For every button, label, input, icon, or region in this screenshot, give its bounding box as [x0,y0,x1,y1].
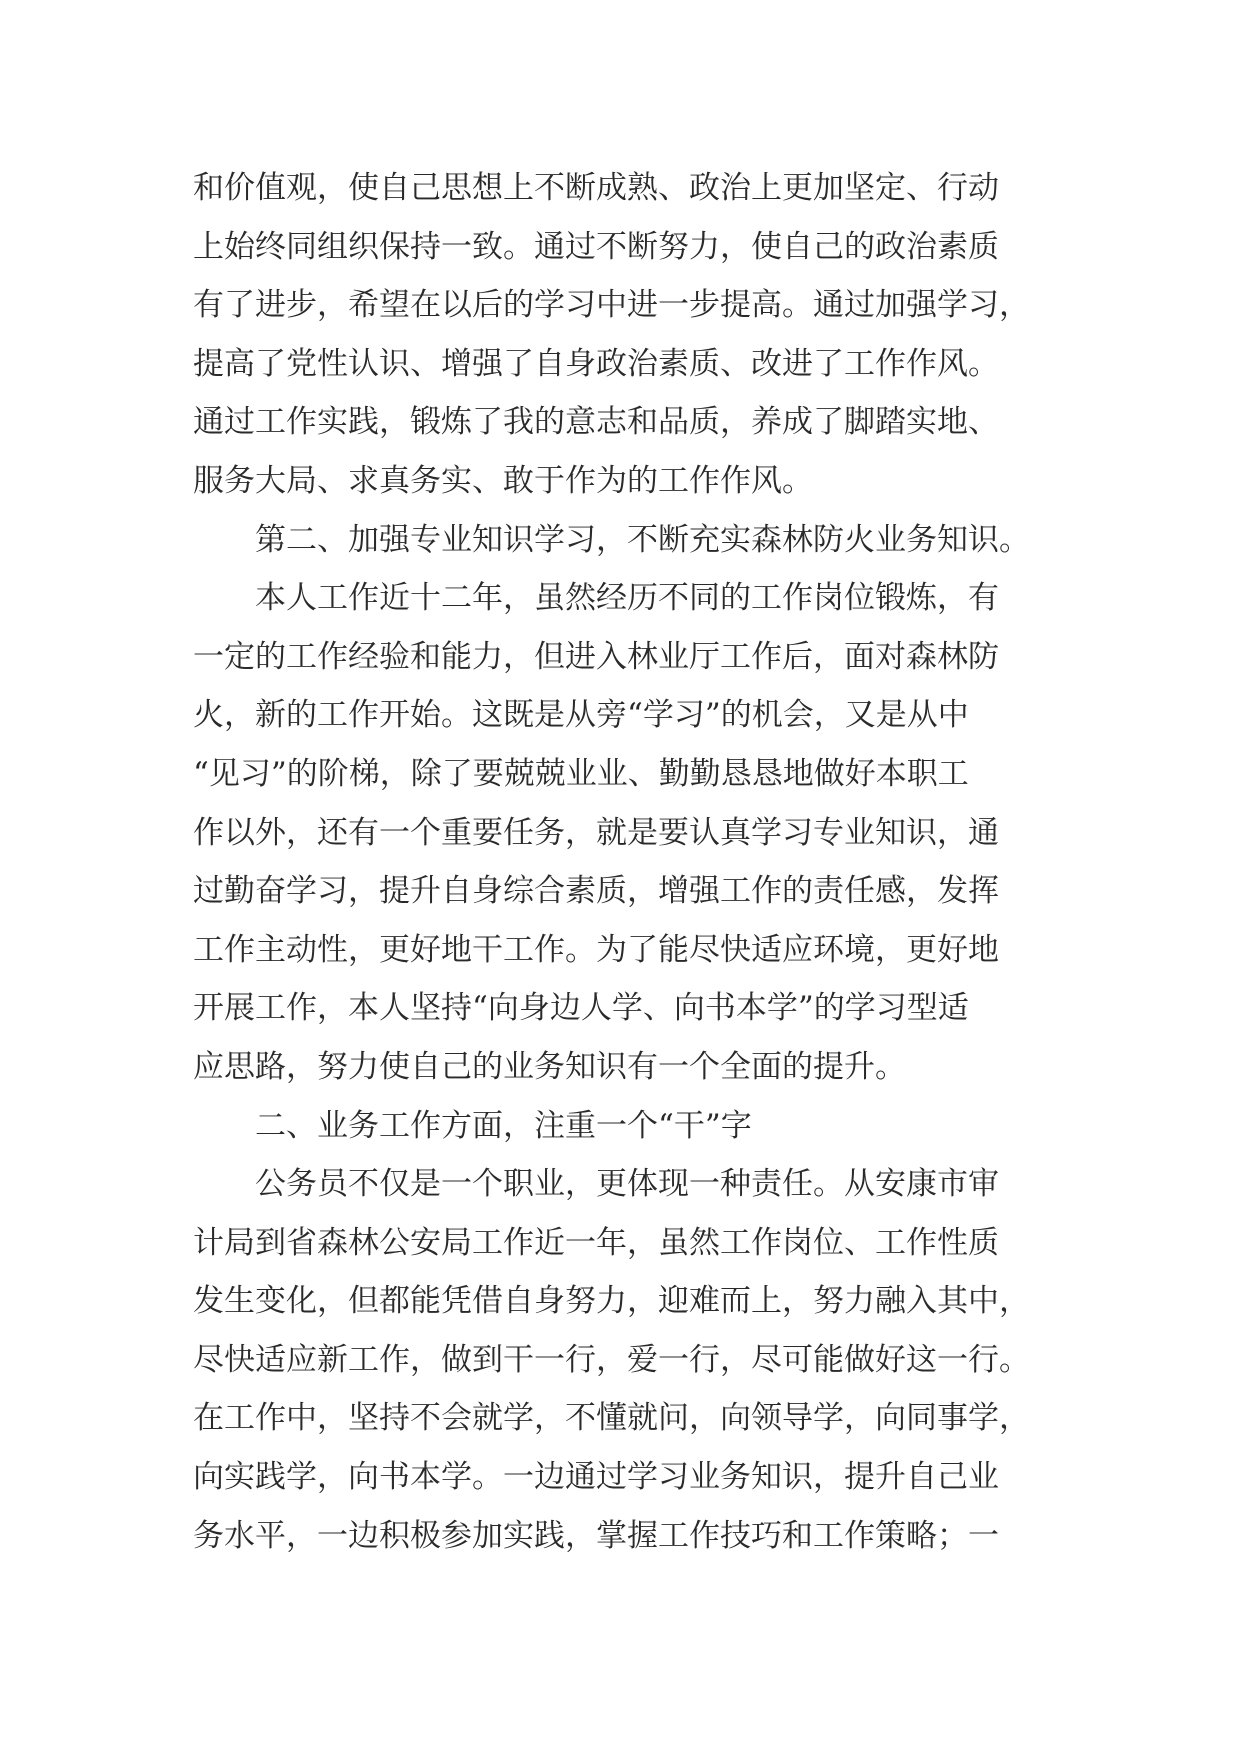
text-line: 通过工作实践，锻炼了我的意志和品质，养成了脚踏实地、 [193,404,999,441]
text-line: 发生变化，但都能凭借自身努力，迎难而上，努力融入其中， [193,1283,1030,1320]
text-line: 作以外，还有一个重要任务，就是要认真学习专业知识，通 [193,814,999,851]
text-line: “见习”的阶梯，除了要兢兢业业、勤勤恳恳地做好本职工 [193,755,969,792]
text-line: 工作主动性，更好地干工作。为了能尽快适应环境，更好地 [193,931,999,968]
text-line: 一定的工作经验和能力，但进入林业厅工作后，面对森林防 [193,638,999,675]
text-line: 火，新的工作开始。这既是从旁“学习”的机会，又是从中 [193,697,969,734]
text-line: 公务员不仅是一个职业，更体现一种责任。从安康市审 [255,1166,999,1203]
text-line: 尽快适应新工作，做到干一行，爱一行，尽可能做好这一行。 [193,1341,1030,1378]
text-line: 第二、加强专业知识学习，不断充实森林防火业务知识。 [255,521,1030,558]
text-line: 服务大局、求真务实、敢于作为的工作作风。 [193,462,813,499]
text-line: 应思路，努力使自己的业务知识有一个全面的提升。 [193,1048,906,1085]
text-line: 提高了党性认识、增强了自身政治素质、改进了工作作风。 [193,345,999,382]
text-line: 在工作中，坚持不会就学，不懂就问，向领导学，向同事学， [193,1400,1030,1437]
text-line: 向实践学，向书本学。一边通过学习业务知识，提升自己业 [193,1459,999,1496]
document-body [193,159,1053,1565]
text-line: 计局到省森林公安局工作近一年，虽然工作岗位、工作性质 [193,1224,999,1261]
text-line: 和价值观，使自己思想上不断成熟、政治上更加坚定、行动 [193,170,999,206]
text-line: 开展工作，本人坚持“向身边人学、向书本学”的学习型适 [193,990,969,1027]
text-line: 本人工作近十二年，虽然经历不同的工作岗位锻炼，有 [255,580,999,617]
text-line: 有了进步，希望在以后的学习中进一步提高。通过加强学习， [193,287,1030,324]
text-line: 务水平，一边积极参加实践，掌握工作技巧和工作策略；一 [193,1517,999,1554]
text-line: 二、业务工作方面，注重一个“干”字 [255,1107,752,1144]
text-line: 过勤奋学习，提升自身综合素质，增强工作的责任感，发挥 [193,873,999,910]
text-line: 上始终同组织保持一致。通过不断努力，使自己的政治素质 [193,228,999,265]
